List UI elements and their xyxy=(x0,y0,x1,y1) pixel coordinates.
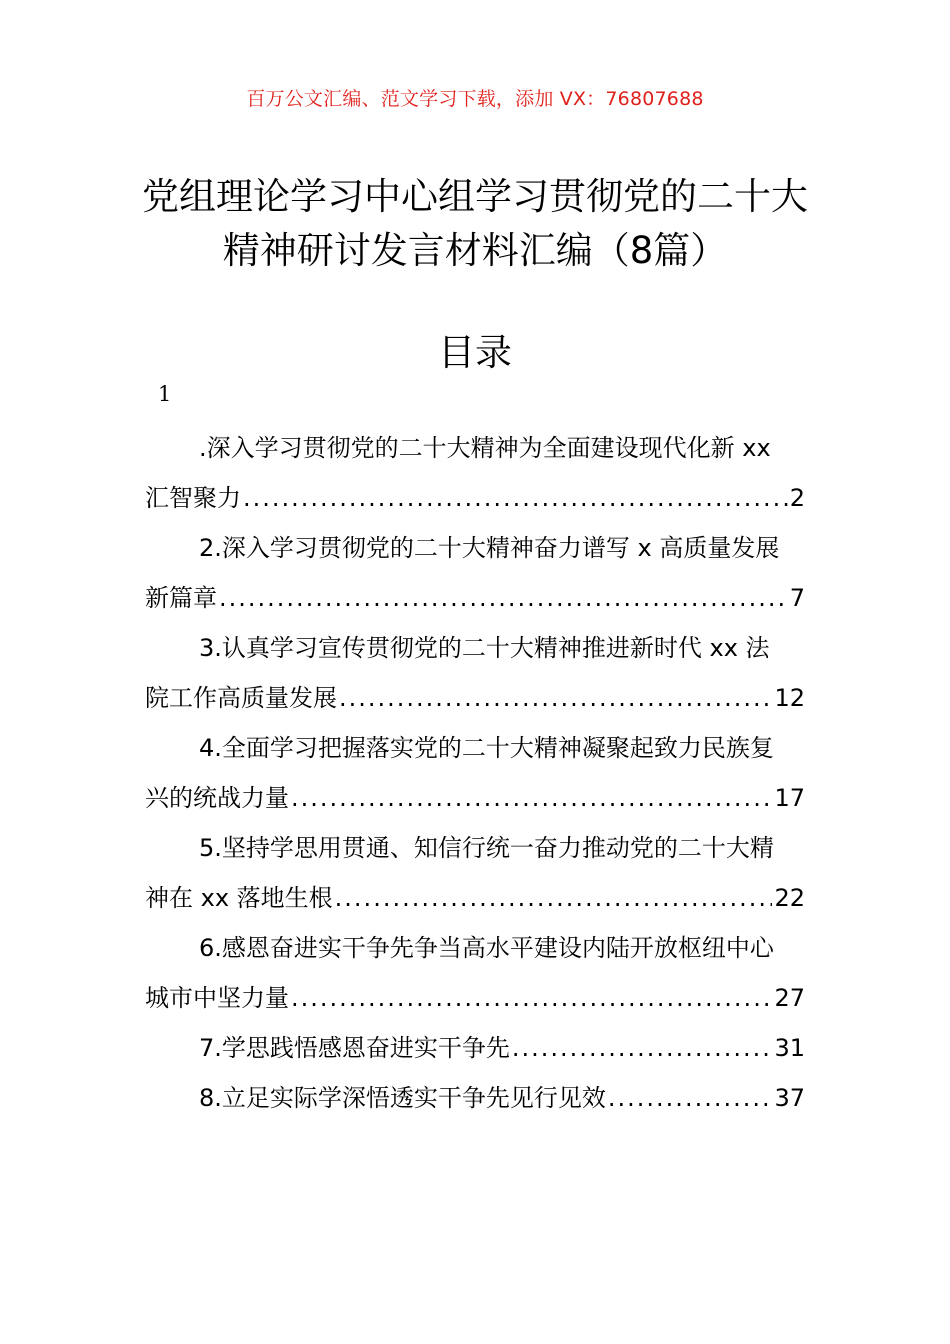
header-note: 百万公文汇编、范文学习下载，添加 VX：76807688 xyxy=(246,88,704,110)
toc-item-title: 6.感恩奋进实干争先争当高水平建设内陆开放枢纽中心 xyxy=(199,934,774,962)
toc-item[interactable] xyxy=(145,423,805,523)
toc-page-number: 27 xyxy=(774,984,805,1012)
dot-leader xyxy=(219,573,788,623)
toc-heading: 目录 xyxy=(438,331,512,374)
dot-leader xyxy=(339,673,772,723)
dot-leader xyxy=(243,473,788,523)
toc-page-number: 31 xyxy=(774,1034,805,1062)
toc-item[interactable] xyxy=(145,623,805,723)
toc-item-title: 4.全面学习把握落实党的二十大精神凝聚起致力民族复 xyxy=(199,734,774,762)
dot-leader xyxy=(608,1073,773,1123)
toc-item-title-cont: 神在 xx 落地生根 xyxy=(145,884,333,912)
toc-item-title-cont: 兴的统战力量 xyxy=(145,784,289,812)
toc-item[interactable] xyxy=(145,1023,805,1073)
toc-item[interactable] xyxy=(145,1073,805,1123)
title-line-1: 党组理论学习中心组学习贯彻党的二十大 xyxy=(142,175,808,218)
toc-item-title-cont: 汇智聚力 xyxy=(145,484,241,512)
toc-item-title: .深入学习贯彻党的二十大精神为全面建设现代化新 xx xyxy=(199,434,771,462)
toc-item-title: 3.认真学习宣传贯彻党的二十大精神推进新时代 xx 法 xyxy=(199,634,770,662)
dot-leader xyxy=(512,1023,773,1073)
toc-page-number: 2 xyxy=(789,484,805,512)
toc-page-number: 12 xyxy=(774,684,805,712)
toc-item-title-cont: 新篇章 xyxy=(145,584,217,612)
toc-item-title: 8.立足实际学深悟透实干争先见行见效 xyxy=(199,1084,606,1112)
toc-item-title-cont: 院工作高质量发展 xyxy=(145,684,337,712)
toc-item-title-cont: 城市中坚力量 xyxy=(145,984,289,1012)
toc-page-number: 22 xyxy=(774,884,805,912)
dot-leader xyxy=(291,973,772,1023)
dot-leader xyxy=(335,873,773,923)
toc-page-marker: 1 xyxy=(158,382,172,406)
toc-item[interactable] xyxy=(145,923,805,1023)
toc-item[interactable] xyxy=(145,823,805,923)
dot-leader xyxy=(291,773,772,823)
title-line-2: 精神研讨发言材料汇编（8篇） xyxy=(222,229,728,272)
toc-page-number: 37 xyxy=(774,1084,805,1112)
toc-page-number: 7 xyxy=(789,584,805,612)
toc-item[interactable] xyxy=(145,723,805,823)
table-of-contents xyxy=(145,423,805,1123)
toc-item-title: 5.坚持学思用贯通、知信行统一奋力推动党的二十大精 xyxy=(199,834,774,862)
document-title xyxy=(60,170,890,278)
toc-item[interactable] xyxy=(145,523,805,623)
toc-item-title: 7.学思践悟感恩奋进实干争先 xyxy=(199,1034,510,1062)
toc-item-title: 2.深入学习贯彻党的二十大精神奋力谱写 x 高质量发展 xyxy=(199,534,780,562)
toc-page-number: 17 xyxy=(774,784,805,812)
